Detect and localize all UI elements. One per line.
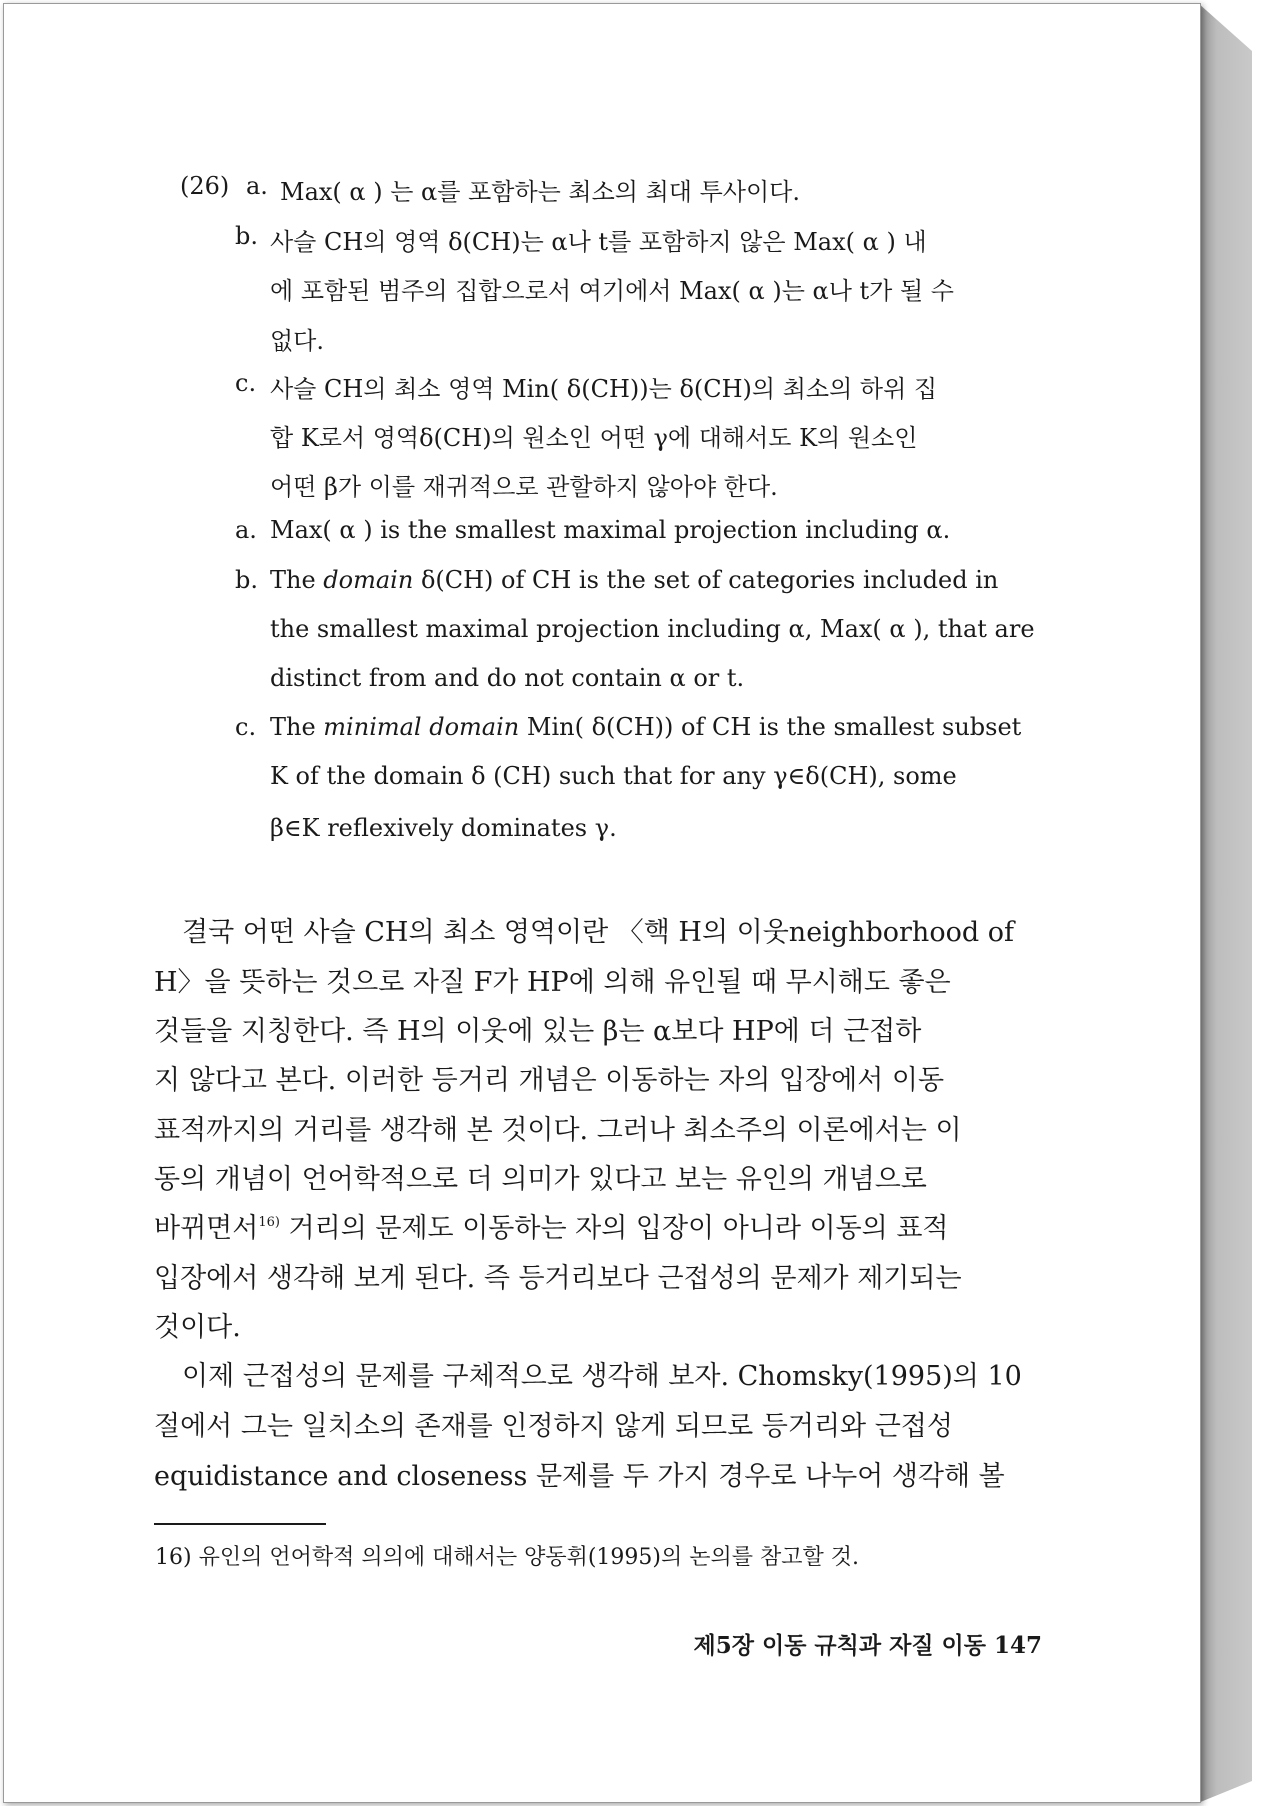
p2-line-2: 절에서 그는 일치소의 존재를 인정하지 않게 되므로 등거리와 근접성 <box>154 1411 953 1442</box>
book-page <box>3 3 1201 1803</box>
example-label-a-en: a. <box>235 516 257 544</box>
footnote-16: 16) 유인의 언어학적 의의에 대해서는 양동휘(1995)의 논의를 참고할 것. <box>155 1545 859 1570</box>
page-footer: 제5장 이동 규칙과 자질 이동 147 <box>693 1632 1042 1659</box>
example-line-c-en-1 <box>270 713 1021 741</box>
term-minimal-domain: minimal domain <box>323 713 520 741</box>
page-edge-shadow <box>1198 3 1252 1803</box>
p1-line-9: 것이다. <box>154 1312 241 1343</box>
b-en-post: δ(CH) of CH is the set of categories included in <box>413 566 999 594</box>
p1-line-7-start: 바뀌면서 <box>154 1213 259 1244</box>
p1-line-7 <box>154 1206 949 1245</box>
example-line-b-en-2: the smallest maximal projection including α, Max( α ), that are <box>270 615 1035 643</box>
example-line-a-en: Max( α ) is the smallest maximal projection including α. <box>270 516 951 544</box>
c-en-post: Min( δ(CH)) of CH is the smallest subset <box>519 713 1022 741</box>
p1-line-5: 표적까지의 거리를 생각해 본 것이다. 그러나 최소주의 이론에서는 이 <box>154 1115 962 1146</box>
p1-line-8: 입장에서 생각해 보게 된다. 즉 등거리보다 근접성의 문제가 제기되는 <box>154 1263 962 1294</box>
p1-line-7-rest: 거리의 문제도 이동하는 자의 입장이 아니라 이동의 표적 <box>288 1213 949 1244</box>
example-line-c-en-3: β∈K reflexively dominates γ. <box>270 814 617 842</box>
example-line-c-ko-1: 사슬 CH의 최소 영역 Min( δ(CH))는 δ(CH)의 최소의 하위 집 <box>270 375 938 403</box>
example-line-b-en-3: distinct from and do not contain α or t. <box>270 664 745 692</box>
example-line-b-en-1 <box>270 566 998 594</box>
example-line-b-ko-3: 없다. <box>270 327 324 355</box>
footnote-divider <box>154 1523 326 1525</box>
p1-line-1: 결국 어떤 사슬 CH의 최소 영역이란 〈핵 H의 이웃neighborhood of <box>182 917 1014 948</box>
example-label-b-ko: b. <box>235 222 258 250</box>
example-line-b-ko-2: 에 포함된 범주의 집합으로서 여기에서 Max( α )는 α나 t가 될 수 <box>270 277 954 305</box>
example-label-c-ko: c. <box>235 369 257 397</box>
b-en-pre: The <box>270 566 324 594</box>
p2-line-1: 이제 근접성의 문제를 구체적으로 생각해 보자. Chomsky(1995)의 10 <box>182 1361 1022 1392</box>
p1-line-6: 동의 개념이 언어학적으로 더 의미가 있다고 보는 유인의 개념으로 <box>154 1164 927 1195</box>
p1-line-3: 것들을 지칭한다. 즉 H의 이웃에 있는 β는 α보다 HP에 더 근접하 <box>154 1016 922 1047</box>
example-line-c-ko-2: 합 K로서 영역δ(CH)의 원소인 어떤 γ에 대해서도 K의 원소인 <box>270 424 918 452</box>
example-label-b-en: b. <box>235 566 258 594</box>
example-line-b-ko-1: 사슬 CH의 영역 δ(CH)는 α나 t를 포함하지 않은 Max( α ) 내 <box>270 228 927 256</box>
example-label-c-en: c. <box>235 713 257 741</box>
example-number: (26) <box>180 172 230 200</box>
footnote-ref-16[interactable]: 16) <box>258 1215 280 1230</box>
p1-line-2: H〉을 뜻하는 것으로 자질 F가 HP에 의해 유인될 때 무시해도 좋은 <box>154 967 951 998</box>
example-line-c-ko-3: 어떤 β가 이를 재귀적으로 관할하지 않아야 한다. <box>270 473 778 501</box>
c-en-pre: The <box>270 713 324 741</box>
term-domain: domain <box>323 566 414 594</box>
p1-line-4: 지 않다고 본다. 이러한 등거리 개념은 이동하는 자의 입장에서 이동 <box>154 1065 945 1096</box>
example-line-a-ko: Max( α ) 는 α를 포함하는 최소의 최대 투사이다. <box>280 178 800 206</box>
example-label-a-ko: a. <box>246 172 268 200</box>
example-line-c-en-2: K of the domain δ (CH) such that for any γ∈δ(CH), some <box>270 762 957 790</box>
p2-line-3: equidistance and closeness 문제를 두 가지 경우로 나누어 생각해 볼 <box>154 1461 1005 1492</box>
